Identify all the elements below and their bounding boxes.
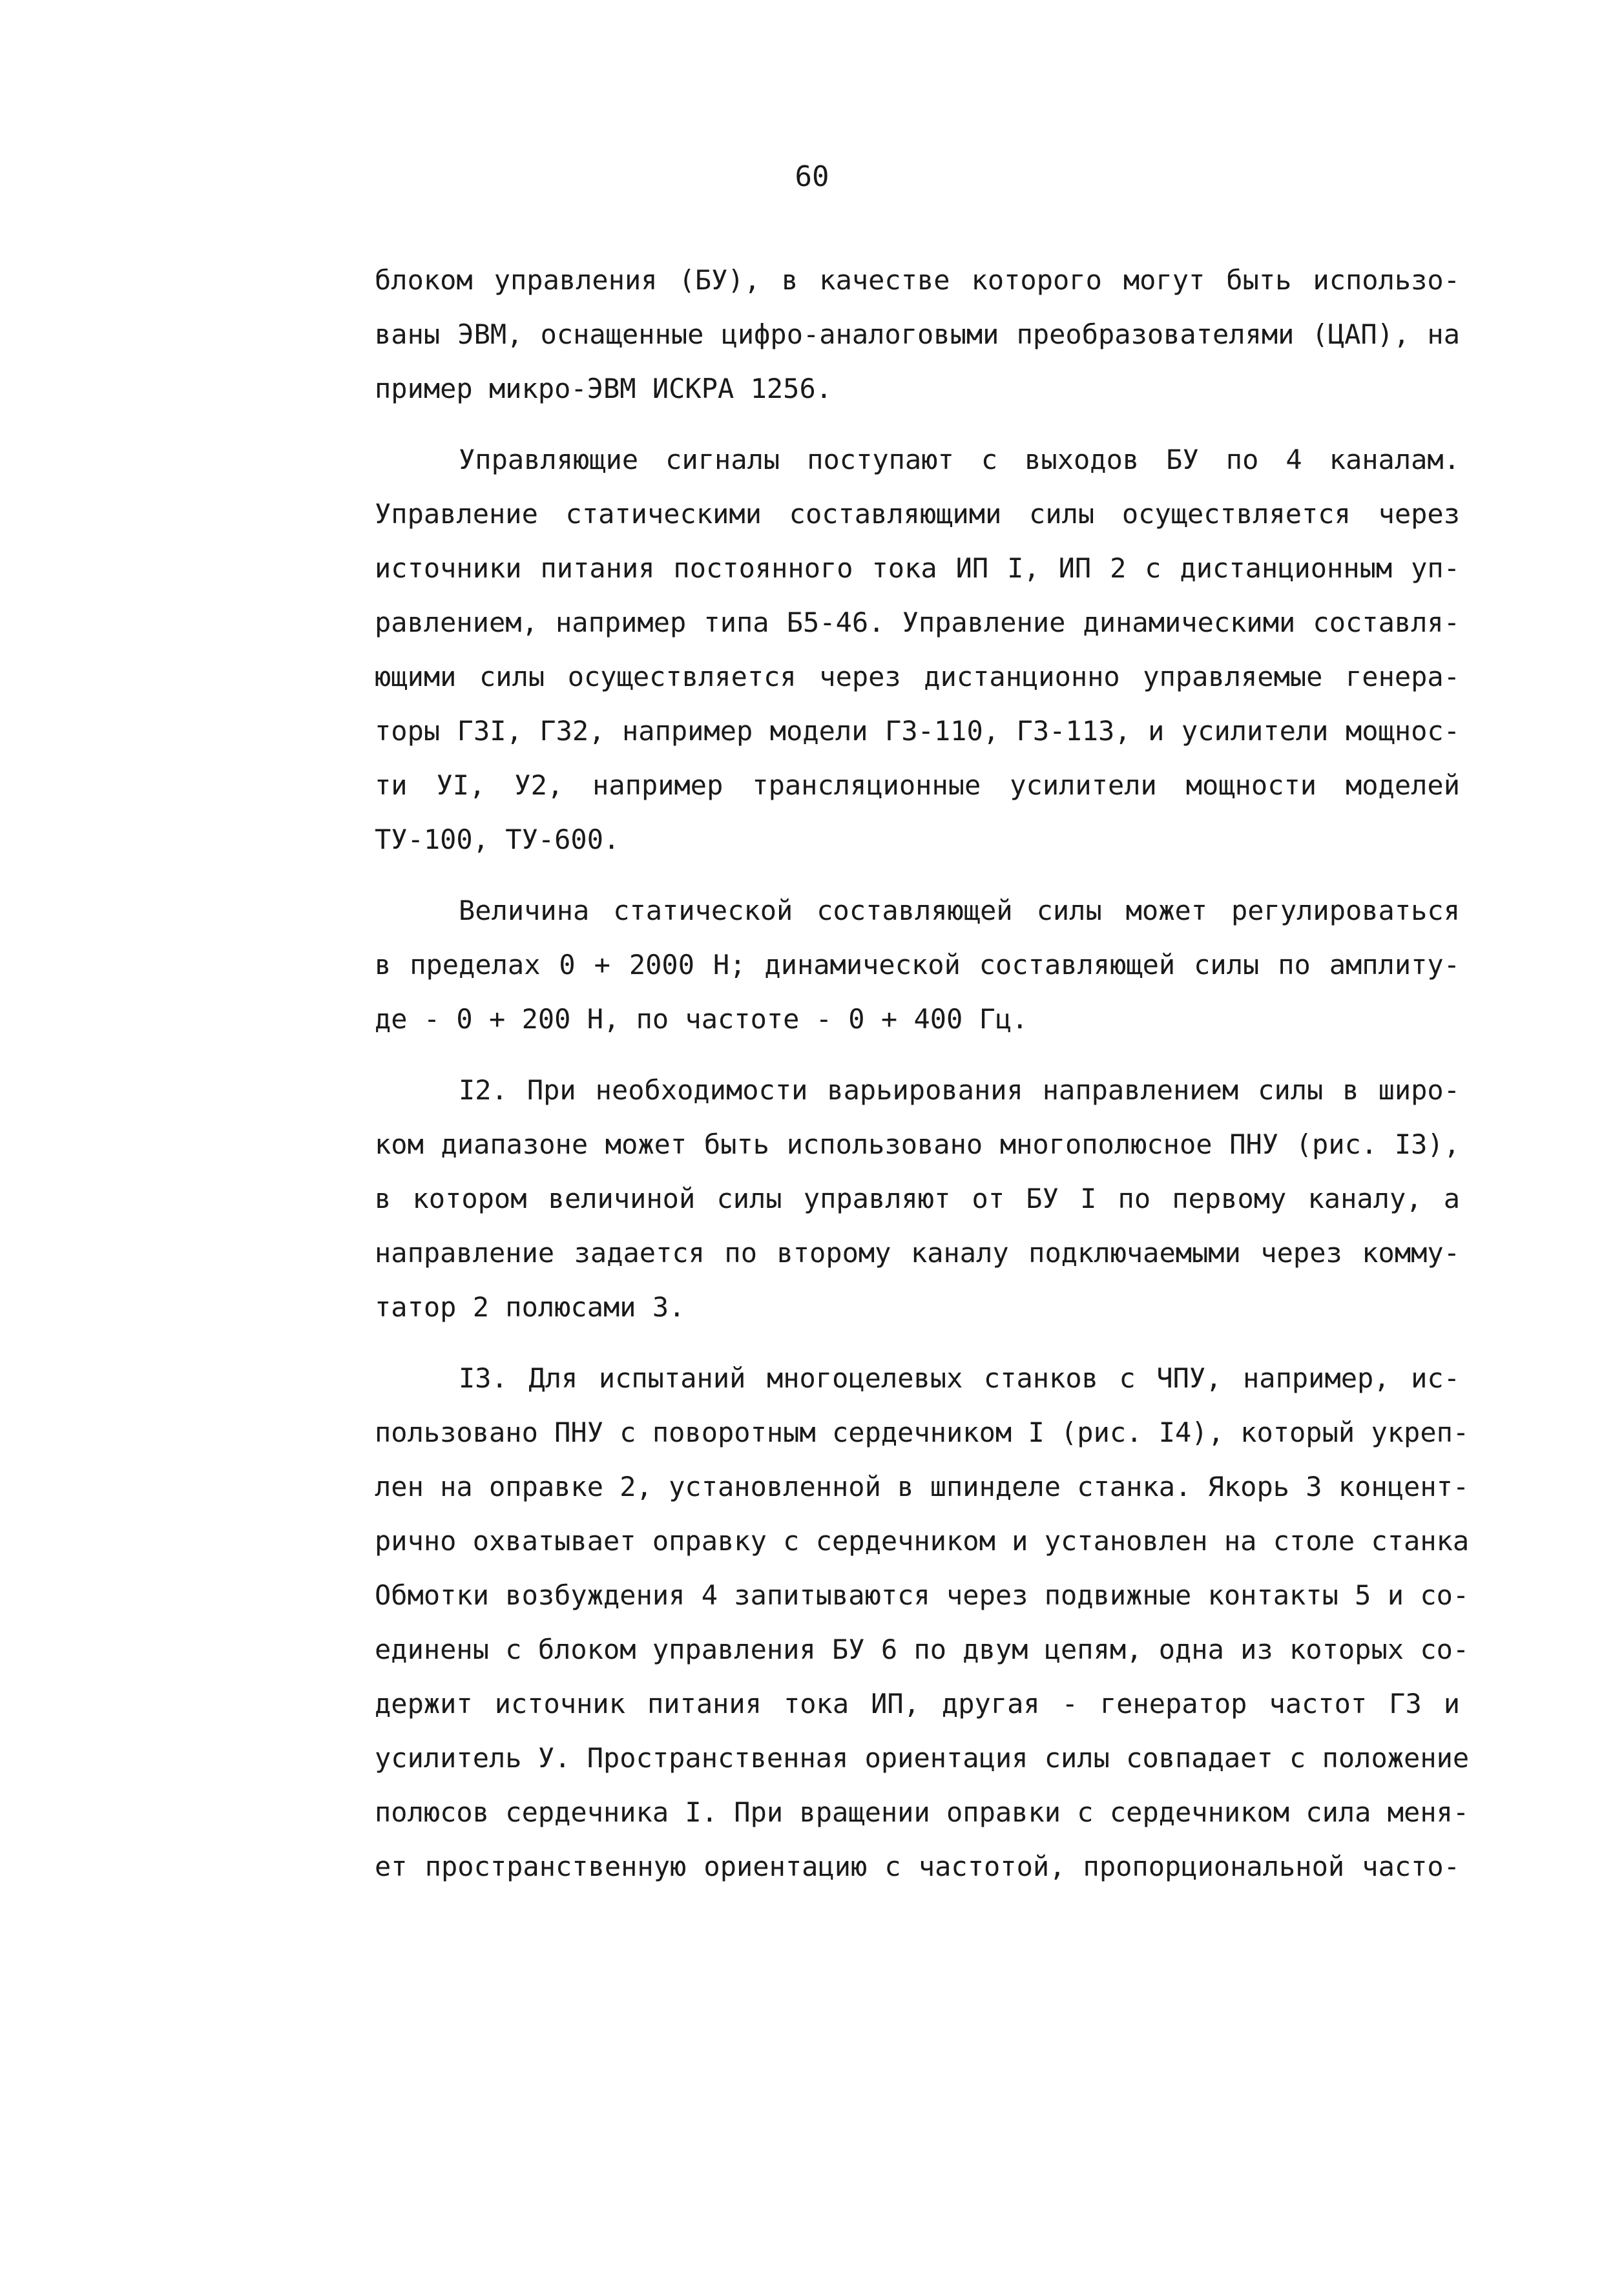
text-line: Величина статической составляющей силы может регулироваться bbox=[459, 895, 1460, 926]
text-line: ти УI, У2, например трансляционные усилители мощности моделей bbox=[375, 769, 1460, 801]
text-line: единены с блоком управления БУ 6 по двум цепям, одна из которых со- bbox=[375, 1634, 1470, 1665]
text-line: ет пространственную ориентацию с частотой, пропорциональной часто- bbox=[375, 1851, 1460, 1882]
text-line: усилитель У. Пространственная ориентация силы совпадает с положение bbox=[375, 1742, 1470, 1774]
page-number: 60 bbox=[795, 160, 829, 193]
text-line: де - 0 + 200 Н, по частоте - 0 + 400 Гц. bbox=[375, 1003, 1028, 1035]
text-line: в котором величиной силы управляют от БУ I по первому каналу, а bbox=[375, 1183, 1460, 1214]
text-line: татор 2 полюсами 3. bbox=[375, 1291, 685, 1323]
paragraph-2 bbox=[375, 433, 1460, 867]
paragraph-4 bbox=[375, 1063, 1460, 1335]
text-line: Управление статическими составляющими силы осуществляется через bbox=[375, 498, 1460, 530]
text-line: направление задается по второму каналу подключаемыми через комму- bbox=[375, 1237, 1460, 1269]
text-line: полюсов сердечника I. При вращении оправки с сердечником сила меня- bbox=[375, 1796, 1470, 1828]
paragraph-5 bbox=[375, 1351, 1470, 1894]
text-line: I2. При необходимости варьирования направлением силы в широ- bbox=[459, 1074, 1460, 1106]
text-line: Обмотки возбуждения 4 запитываются через подвижные контакты 5 и со- bbox=[375, 1579, 1470, 1611]
text-line: блоком управления (БУ), в качестве которого могут быть использо- bbox=[375, 264, 1460, 296]
text-line: торы Г3I, Г32, например модели Г3-110, Г3-113, и усилители мощнос- bbox=[375, 715, 1460, 747]
text-line: ком диапазоне может быть использовано многополюсное ПНУ (рис. I3), bbox=[375, 1128, 1460, 1160]
text-line: I3. Для испытаний многоцелевых станков с ЧПУ, например, ис- bbox=[459, 1362, 1460, 1394]
text-line: источники питания постоянного тока ИП I, ИП 2 с дистанционным уп- bbox=[375, 552, 1460, 584]
paragraph-1 bbox=[375, 253, 1460, 416]
text-line: пользовано ПНУ с поворотным сердечником I (рис. I4), который укреп- bbox=[375, 1417, 1470, 1448]
text-line: лен на оправке 2, установленной в шпинделе станка. Якорь 3 концент- bbox=[375, 1471, 1470, 1502]
text-line: ющими силы осуществляется через дистанционно управляемые генера- bbox=[375, 661, 1460, 692]
text-line: рично охватывает оправку с сердечником и установлен на столе станка bbox=[375, 1525, 1470, 1557]
text-line: держит источник питания тока ИП, другая - генератор частот Г3 и bbox=[375, 1688, 1460, 1719]
text-line: Управляющие сигналы поступают с выходов БУ по 4 каналам. bbox=[459, 444, 1460, 475]
document-body bbox=[375, 253, 1470, 1894]
text-line: ТУ-100, ТУ-600. bbox=[375, 824, 620, 855]
paragraph-3 bbox=[375, 884, 1460, 1046]
text-line: равлением, например типа Б5-46. Управление динамическими составля- bbox=[375, 607, 1460, 638]
text-line: ваны ЭВМ, оснащенные цифро-аналоговыми преобразователями (ЦАП), на bbox=[375, 318, 1460, 350]
text-line: в пределах 0 + 2000 Н; динамической составляющей силы по амплиту- bbox=[375, 949, 1460, 981]
text-line: пример микро-ЭВМ ИСКРА 1256. bbox=[375, 373, 833, 404]
